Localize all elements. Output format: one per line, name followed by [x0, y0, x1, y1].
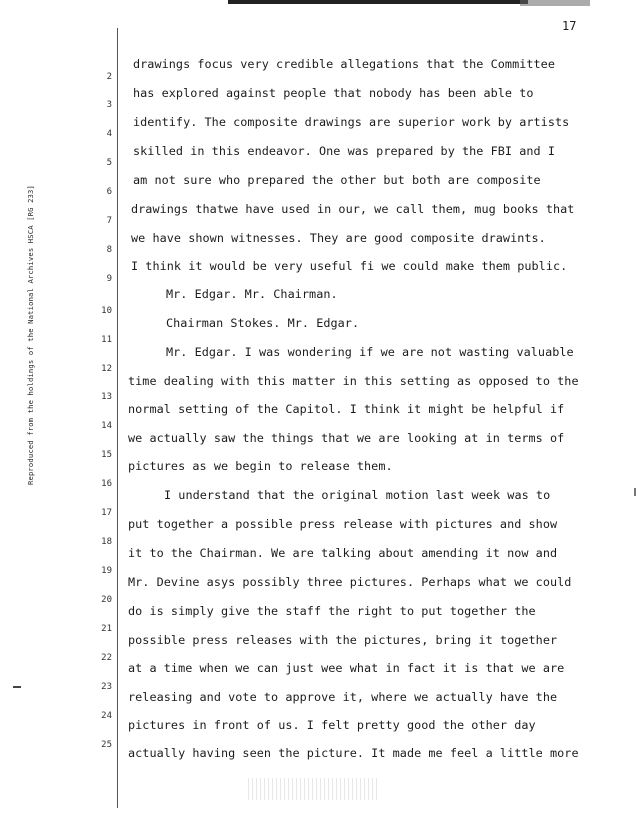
line-number: 14: [101, 421, 112, 431]
transcript-line: possible press releases with the pictures, bring it together: [128, 633, 558, 647]
transcript-line: has explored against people that nobody has been able to: [133, 86, 534, 100]
transcript-line: pictures in front of us. I felt pretty good the other day: [128, 718, 536, 732]
line-number: 4: [106, 129, 112, 139]
line-number: 13: [101, 392, 112, 402]
transcript-line: actually having seen the picture. It made me feel a little more: [128, 746, 579, 760]
line-number: 15: [101, 450, 112, 460]
line-number: 9: [106, 274, 112, 284]
transcript-line: am not sure who prepared the other but both are composite: [133, 173, 541, 187]
transcript-line: time dealing with this matter in this setting as opposed to the: [128, 374, 579, 388]
transcript-line: Mr. Edgar. Mr. Chairman.: [166, 287, 338, 301]
line-number: 23: [101, 682, 112, 692]
scan-smudge: [248, 778, 378, 800]
transcript-line: skilled in this endeavor. One was prepared by the FBI and I: [133, 144, 555, 158]
line-number: 5: [106, 158, 112, 168]
transcript-line: do is simply give the staff the right to put together the: [128, 604, 536, 618]
line-number: 12: [101, 364, 112, 374]
transcript-line: it to the Chairman. We are talking about amending it now and: [128, 546, 558, 560]
transcript-line: drawings thatwe have used in our, we call them, mug books that: [131, 202, 575, 216]
transcript-line: Mr. Edgar. I was wondering if we are not wasting valuable: [166, 345, 574, 359]
line-number: 21: [101, 624, 112, 634]
line-number: 8: [106, 245, 112, 255]
left-margin-rule: [117, 28, 118, 808]
scan-edge-tick: [634, 488, 636, 496]
margin-mark: [13, 686, 21, 688]
line-number: 6: [106, 187, 112, 197]
scan-top-edge-fade: [520, 0, 590, 6]
transcript-line: we have shown witnesses. They are good composite drawints.: [131, 231, 546, 245]
line-number: 10: [101, 306, 112, 316]
line-number: 19: [101, 566, 112, 576]
line-number: 17: [101, 508, 112, 518]
page-number: 17: [562, 19, 577, 33]
transcript-line: we actually saw the things that we are looking at in terms of: [128, 431, 565, 445]
transcript-line: at a time when we can just wee what in fact it is that we are: [128, 661, 565, 675]
transcript-line: identify. The composite drawings are superior work by artists: [133, 115, 570, 129]
transcript-line: I understand that the original motion last week was to: [164, 488, 551, 502]
line-number: 25: [101, 740, 112, 750]
line-number: 20: [101, 595, 112, 605]
transcript-line: I think it would be very useful fi we could make them public.: [131, 259, 568, 273]
transcript-line: Mr. Devine asys possibly three pictures. Perhaps what we could: [128, 575, 572, 589]
line-number: 2: [106, 72, 112, 82]
line-number: 11: [101, 335, 112, 345]
transcript-line: releasing and vote to approve it, where we actually have the: [128, 690, 558, 704]
line-number: 24: [101, 711, 112, 721]
line-number: 22: [101, 653, 112, 663]
transcript-line: pictures as we begin to release them.: [128, 459, 393, 473]
transcript-line: put together a possible press release with pictures and show: [128, 517, 558, 531]
line-number: 3: [106, 100, 112, 110]
transcript-line: normal setting of the Capitol. I think it might be helpful if: [128, 402, 565, 416]
line-number: 7: [106, 216, 112, 226]
transcript-line: Chairman Stokes. Mr. Edgar.: [166, 316, 360, 330]
line-number: 16: [101, 479, 112, 489]
transcript-line: drawings focus very credible allegations that the Committee: [133, 57, 555, 71]
line-number: 18: [101, 537, 112, 547]
scan-top-edge: [228, 0, 528, 4]
archive-margin-stamp: Reproduced from the holdings of the National Archives HSCA [RG 233]: [26, 185, 35, 485]
